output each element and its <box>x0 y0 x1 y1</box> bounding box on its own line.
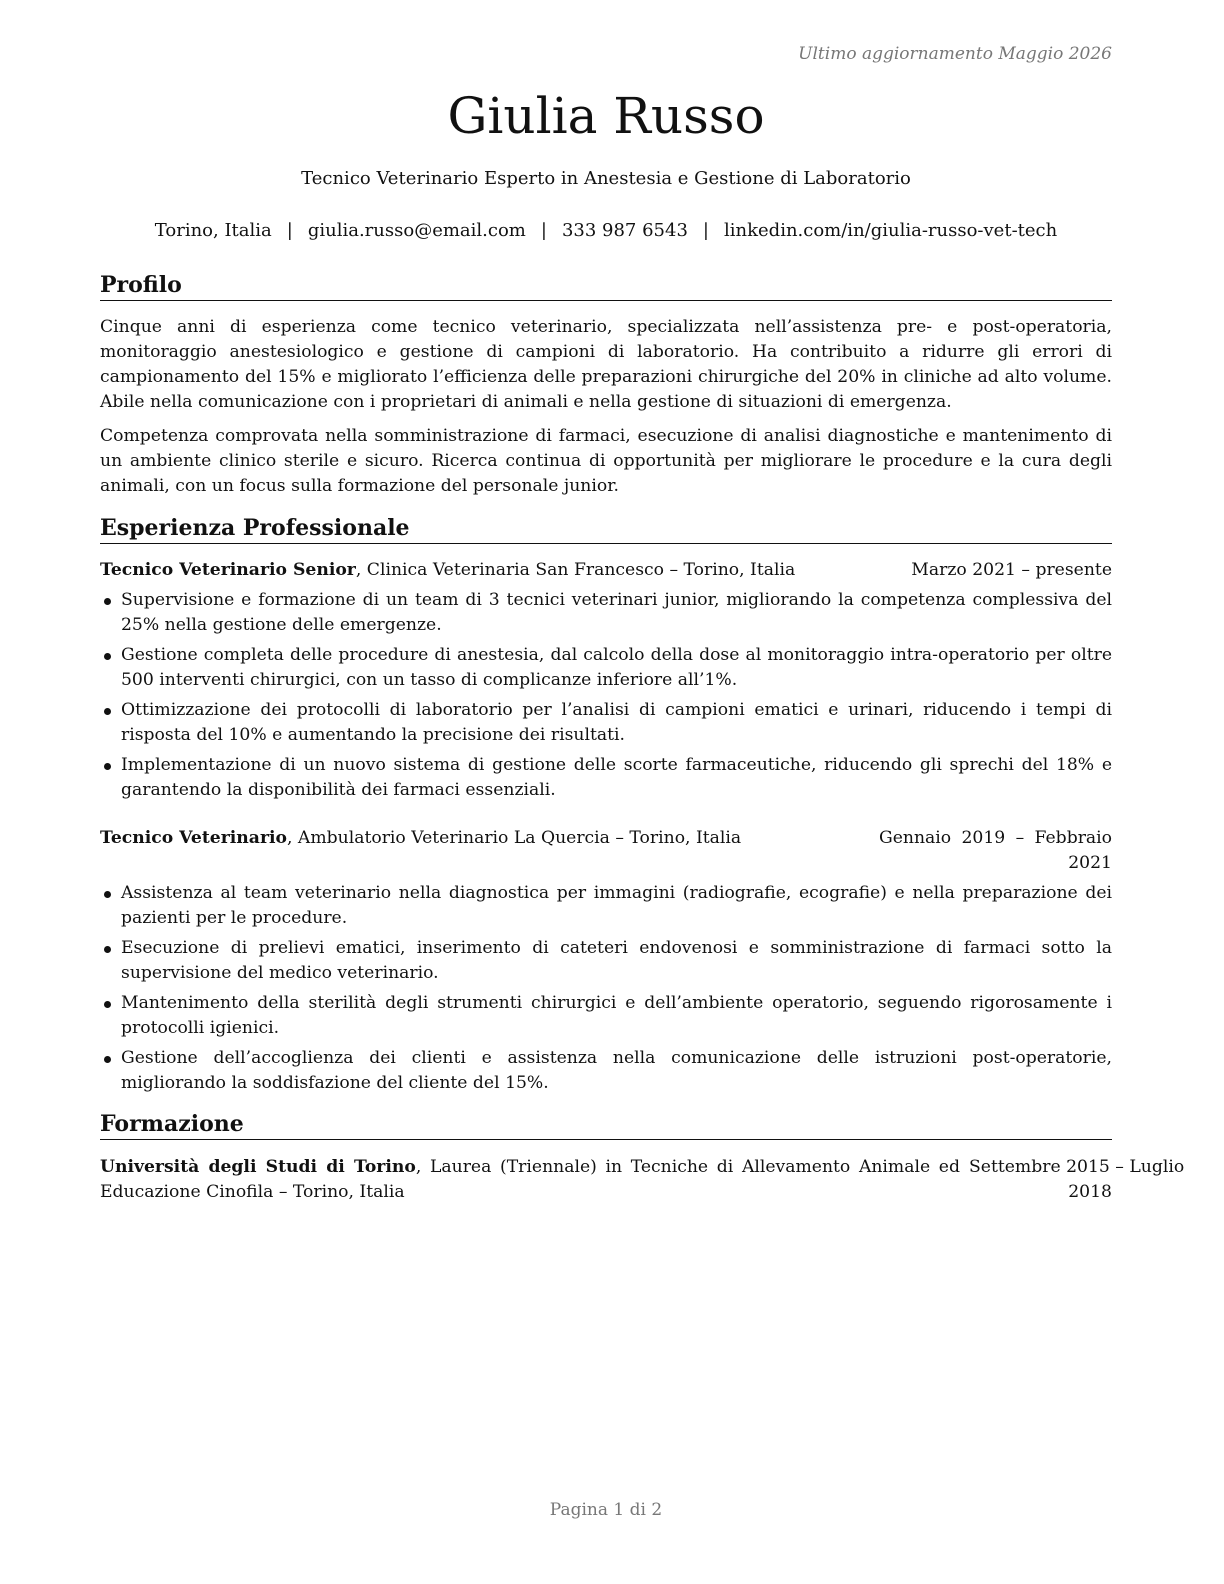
last-updated-note: Ultimo aggiornamento Maggio 2026 <box>798 44 1112 64</box>
education-date-continued: 2018 <box>1068 1182 1112 1202</box>
section-title-experience: Esperienza Professionale <box>100 514 1112 544</box>
contact-email[interactable]: giulia.russo@email.com <box>307 220 526 241</box>
job-title-line <box>100 826 741 851</box>
contact-line <box>100 219 1112 243</box>
list-item: Supervisione e formazione di un team di 3 tecnici veterinari junior, migliorando la competenza complessiva del 25% nella gestione delle emergenze. <box>100 588 1112 638</box>
resume-page <box>100 0 1185 1584</box>
job-header <box>100 558 1112 583</box>
job-date: Marzo 2021 – presente <box>911 560 1112 580</box>
job-role: Tecnico Veterinario Senior <box>100 560 356 580</box>
job-date-continued: 2021 <box>1068 853 1112 873</box>
contact-separator: | <box>286 220 293 241</box>
section-title-profile: Profilo <box>100 271 1112 301</box>
job-header <box>100 826 1112 876</box>
candidate-name: Giulia Russo <box>447 87 765 145</box>
list-item: Mantenimento della sterilità degli strumenti chirurgici e dell’ambiente operatorio, seguendo rigorosamente i protocolli igienici. <box>100 991 1112 1041</box>
job-bullet-list <box>100 588 1112 808</box>
education-school: Università degli Studi di Torino <box>100 1157 416 1177</box>
list-item: Gestione completa delle procedure di anestesia, dal calcolo della dose al monitoraggio intra-operatorio per oltre 500 interventi chirurgici, con un tasso di complicanze inferiore all’1%. <box>100 643 1112 693</box>
education-description <box>100 1155 960 1205</box>
profile-paragraph: Competenza comprovata nella somministrazione di farmaci, esecuzione di analisi diagnostiche e mantenimento di un ambiente clinico sterile e sicuro. Ricerca continua di opportunità per migliorare le procedure e la cura degli animali, con un focus sulla formazione del personale junior. <box>100 426 1112 496</box>
contact-linkedin[interactable]: linkedin.com/in/giulia-russo-vet-tech <box>724 220 1058 241</box>
list-item: Assistenza al team veterinario nella diagnostica per immagini (radiografie, ecografie) e nella preparazione dei pazienti per le procedure. <box>100 881 1112 931</box>
contact-location: Torino, Italia <box>154 220 272 241</box>
profile-paragraph: Cinque anni di esperienza come tecnico veterinario, specializzata nell’assistenza pre- e post-operatoria, monitoraggio anestesiologico e gestione di campioni di laboratorio. Ha contribuito a ridurre gli errori di campionamento del 15% e migliorato l’efficienza delle preparazioni chirurgiche del 20% in cliniche ad alto volume. Abile nella comunicazione con i proprietari di animali e nella gestione di situazioni di emergenza. <box>100 317 1112 412</box>
list-item: Implementazione di un nuovo sistema di gestione delle scorte farmaceutiche, riducendo gli sprechi del 18% e garantendo la disponibilità dei farmaci essenziali. <box>100 753 1112 803</box>
education-entry <box>100 1155 1185 1205</box>
education-date: Settembre 2015 – Luglio <box>969 1157 1185 1177</box>
candidate-headline: Tecnico Veterinario Esperto in Anestesia e Gestione di Laboratorio <box>301 168 911 189</box>
education-degree: , Laurea (Triennale) in Tecniche di Allevamento Animale ed Educazione Cinofila – Torino, Italia <box>100 1157 960 1202</box>
job-bullet-list <box>100 881 1112 1101</box>
contact-phone: 333 987 6543 <box>561 220 688 241</box>
page-number: Pagina 1 di 2 <box>549 1500 663 1520</box>
job-company: , Ambulatorio Veterinario La Quercia – Torino, Italia <box>287 828 742 848</box>
job-role: Tecnico Veterinario <box>100 828 287 848</box>
contact-separator: | <box>702 220 709 241</box>
job-company: , Clinica Veterinaria San Francesco – Torino, Italia <box>355 560 796 580</box>
list-item: Esecuzione di prelievi ematici, inserimento di cateteri endovenosi e somministrazione di farmaci sotto la supervisione del medico veterinario. <box>100 936 1112 986</box>
list-item: Gestione dell’accoglienza dei clienti e assistenza nella comunicazione delle istruzioni post-operatorie, migliorando la soddisfazione del cliente del 15%. <box>100 1046 1112 1096</box>
section-title-education: Formazione <box>100 1110 1112 1140</box>
job-date: Gennaio 2019 – Febbraio <box>879 828 1112 848</box>
contact-separator: | <box>540 220 547 241</box>
job-title-line <box>100 558 795 583</box>
list-item: Ottimizzazione dei protocolli di laboratorio per l’analisi di campioni ematici e urinari, riducendo i tempi di risposta del 10% e aumentando la precisione dei risultati. <box>100 698 1112 748</box>
